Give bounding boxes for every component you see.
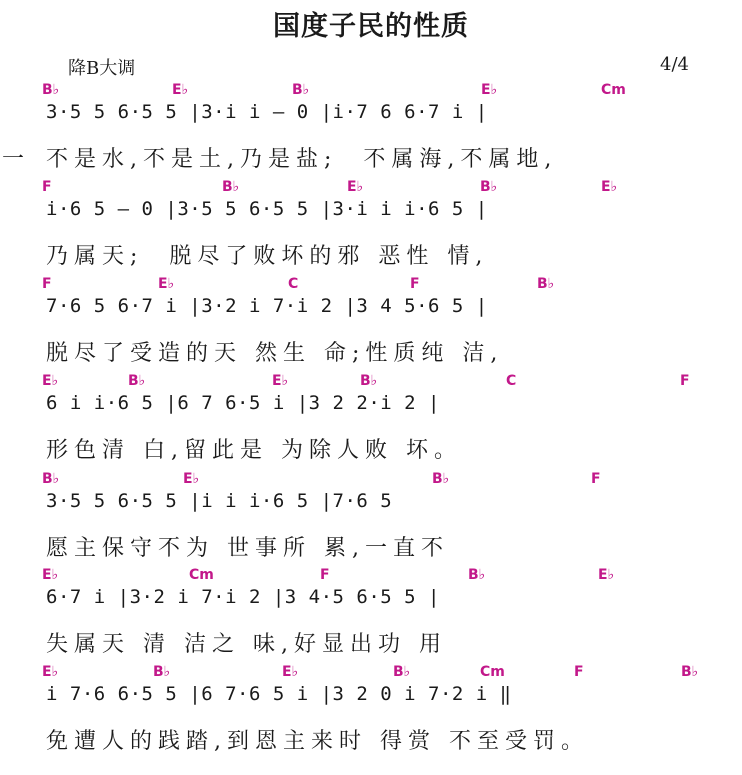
chord-symbol: E♭ — [42, 664, 59, 680]
notation-line: 3·5 5 6·5 5 |3·i i – 0 |i·7 6 6·7 i | — [46, 101, 488, 123]
notation-line: i·6 5 – 0 |3·5 5 6·5 5 |3·i i i·6 5 | — [46, 198, 488, 220]
chord-symbol: B♭ — [480, 179, 498, 195]
chord-symbol: C — [506, 373, 517, 389]
system — [0, 179, 742, 281]
system — [0, 82, 742, 184]
time-signature: 4/4 — [660, 54, 689, 75]
chord-symbol: F — [42, 276, 52, 292]
lyric-line: 形色清 白,留此是 为除人败 坏。 — [46, 438, 462, 463]
chord-symbol: F — [42, 179, 52, 195]
chord-symbol: C — [288, 276, 299, 292]
system — [0, 471, 742, 573]
chord-symbol: B♭ — [128, 373, 146, 389]
notation-line: 3·5 5 6·5 5 |i i i·6 5 |7·6 5 — [46, 490, 393, 512]
chord-symbol: E♭ — [601, 179, 618, 195]
chord-symbol: F — [320, 567, 330, 583]
notation-line: 6·7 i |3·2 i 7·i 2 |3 4·5 6·5 5 | — [46, 586, 440, 608]
chord-symbol: F — [574, 664, 584, 680]
chord-symbol: E♭ — [481, 82, 498, 98]
chord-symbol: E♭ — [183, 471, 200, 487]
chord-symbol: F — [591, 471, 601, 487]
chord-symbol: B♭ — [681, 664, 699, 680]
notation-line: 7·6 5 6·7 i |3·2 i 7·i 2 |3 4 5·6 5 | — [46, 295, 488, 317]
chord-symbol: B♭ — [222, 179, 240, 195]
notation-line: 6 i i·6 5 |6 7 6·5 i |3 2 2·i 2 | — [46, 392, 440, 414]
key-signature: 降B大调 — [68, 58, 136, 79]
system — [0, 373, 742, 475]
chord-symbol: B♭ — [42, 82, 60, 98]
notation-line: i 7·6 6·5 5 |6 7·6 5 i |3 2 0 i 7·2 i ‖ — [46, 683, 512, 705]
lyric-line: 不是水,不是土,乃是盐; 不属海,不属地, — [46, 147, 558, 172]
verse-number: 一 — [2, 147, 25, 172]
chord-symbol: Cm — [189, 567, 214, 583]
chord-symbol: E♭ — [158, 276, 175, 292]
lyric-line: 乃属天; 脱尽了败坏的邪 恶性 情, — [46, 244, 489, 269]
chord-symbol: E♭ — [272, 373, 289, 389]
chord-symbol: Cm — [601, 82, 626, 98]
chord-symbol: E♭ — [282, 664, 299, 680]
chord-symbol: Cm — [480, 664, 505, 680]
system — [0, 664, 742, 766]
lyric-line: 免遭人的践踏,到恩主来时 得赏 不至受罚。 — [46, 729, 589, 754]
chord-symbol: B♭ — [360, 373, 378, 389]
chord-symbol: B♭ — [432, 471, 450, 487]
lyric-line: 愿主保守不为 世事所 累,一直不 — [46, 536, 449, 561]
chord-symbol: E♭ — [42, 373, 59, 389]
lyric-line: 脱尽了受造的天 然生 命;性质纯 洁, — [46, 341, 504, 366]
chord-symbol: B♭ — [537, 276, 555, 292]
song-title: 国度子民的性质 — [273, 11, 469, 42]
chord-symbol: E♭ — [347, 179, 364, 195]
chord-symbol: B♭ — [292, 82, 310, 98]
chord-symbol: B♭ — [153, 664, 171, 680]
chord-symbol: B♭ — [42, 471, 60, 487]
chord-symbol: E♭ — [598, 567, 615, 583]
chord-symbol: B♭ — [393, 664, 411, 680]
lyric-line: 失属天 清 洁之 味,好显出功 用 — [46, 632, 447, 657]
system — [0, 567, 742, 669]
chord-symbol: E♭ — [172, 82, 189, 98]
chord-symbol: B♭ — [468, 567, 486, 583]
system — [0, 276, 742, 378]
chord-symbol: E♭ — [42, 567, 59, 583]
chord-symbol: F — [410, 276, 420, 292]
chord-symbol: F — [680, 373, 690, 389]
